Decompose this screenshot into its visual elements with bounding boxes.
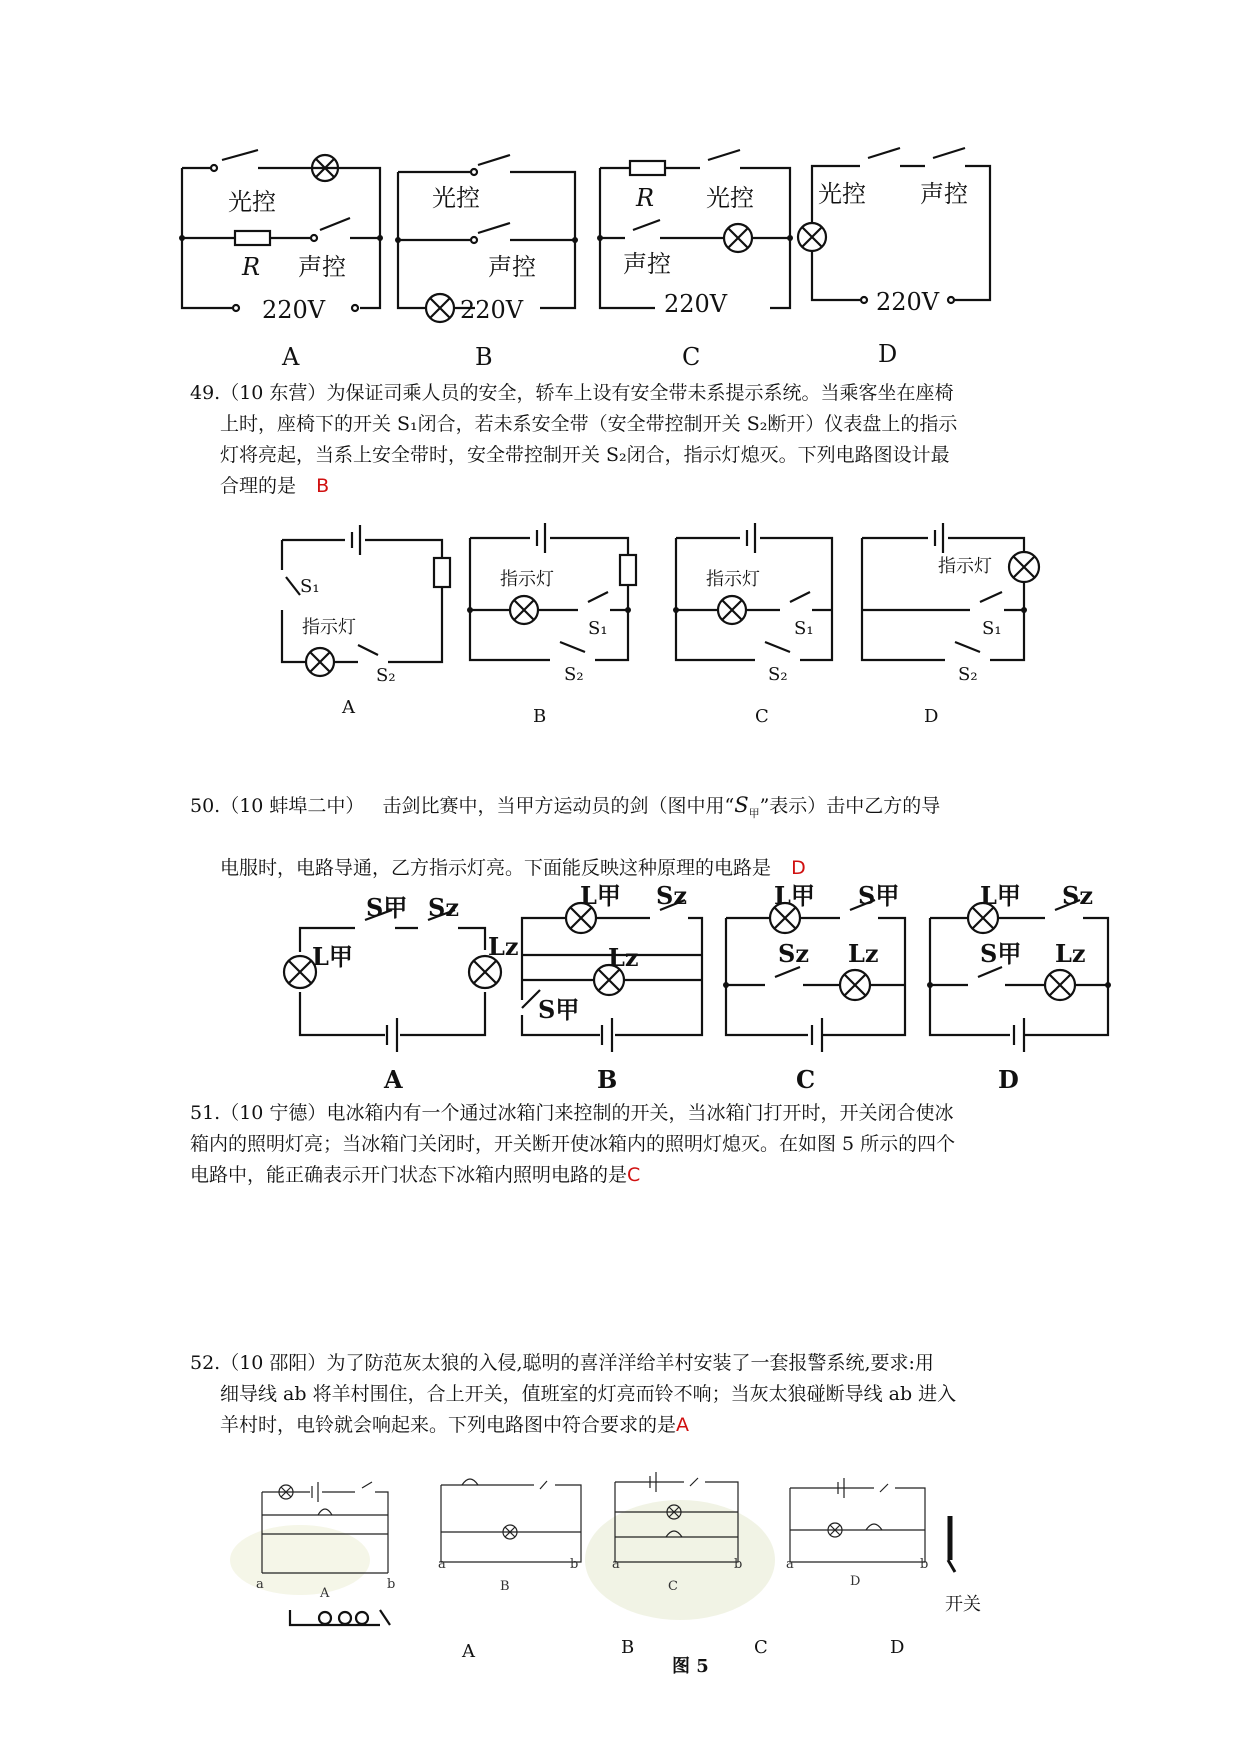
q52d-end-b: b bbox=[920, 1557, 929, 1572]
q52-line-1 bbox=[190, 1348, 1070, 1379]
q52-line-3 bbox=[190, 1410, 1070, 1441]
q50-answer: D bbox=[791, 856, 806, 879]
q50-line-1 bbox=[190, 778, 1070, 841]
q50-source: （10 蚌埠二中） bbox=[220, 795, 365, 817]
q48c-volt-label: 220V bbox=[664, 290, 728, 318]
q52-large-c: C bbox=[754, 1637, 768, 1658]
q50-figure bbox=[0, 880, 1240, 1110]
q48c-light-label: 光控 bbox=[706, 184, 754, 212]
q50a-s-yi: Sz bbox=[428, 893, 459, 922]
q52-partial-switch: 开关 bbox=[945, 1594, 981, 1615]
q51-line-1 bbox=[190, 1098, 1070, 1129]
q50b-l-yi: Lz bbox=[608, 943, 639, 972]
q50b-l-jia: L甲 bbox=[580, 881, 621, 910]
q48-circuit-c bbox=[0, 0, 1240, 380]
q52-large-b: B bbox=[621, 1637, 635, 1658]
q52-number: 52. bbox=[190, 1352, 221, 1374]
q49-number: 49. bbox=[190, 382, 221, 404]
q48a-option: A bbox=[282, 343, 300, 371]
q52-text-line-1: 为了防范灰太狼的入侵,聪明的喜洋洋给羊村安装了一套报警系统,要求:用 bbox=[326, 1352, 934, 1374]
q50d-s-yi: Sz bbox=[1062, 881, 1093, 910]
q48c-r-label: R bbox=[636, 184, 655, 212]
q49-line-4 bbox=[190, 471, 1070, 502]
q51-source: （10 宁德） bbox=[220, 1102, 327, 1124]
q49b-s1: S₁ bbox=[588, 618, 608, 639]
q48c-option: C bbox=[682, 343, 701, 371]
q52c-end-a: a bbox=[612, 1557, 620, 1572]
q50d-option: D bbox=[998, 1065, 1019, 1094]
q52-large-a: A bbox=[462, 1641, 475, 1662]
q49b-lamp: 指示灯 bbox=[500, 569, 554, 590]
q48a-r-label: R bbox=[242, 253, 261, 281]
q52-text-line-3: 羊村时，电铃就会响起来。下列电路图中符合要求的是 bbox=[220, 1414, 677, 1436]
q51-line-2: 箱内的照明灯亮；当冰箱门关闭时，开关断开使冰箱内的照明灯熄灭。在如图 5 所示的四个 bbox=[190, 1133, 956, 1155]
q50a-l-jia: L甲 bbox=[312, 942, 353, 971]
q52a-end-b: b bbox=[387, 1577, 396, 1592]
q48d-option: D bbox=[878, 340, 898, 368]
q48d-light-label: 光控 bbox=[818, 180, 866, 208]
q50d-l-yi: Lz bbox=[1055, 939, 1086, 968]
q51-answer: C bbox=[627, 1164, 641, 1186]
q52-small-d: D bbox=[850, 1574, 861, 1589]
q49-text-line-4: 合理的是 bbox=[220, 475, 297, 497]
q49d-lamp: 指示灯 bbox=[938, 556, 992, 577]
q50c-option: C bbox=[796, 1065, 816, 1094]
q50-text-line-2: 电服时，电路导通，乙方指示灯亮。下面能反映这种原理的电路是 bbox=[220, 856, 772, 879]
q49-figure bbox=[0, 500, 1240, 800]
q50-text-a: 击剑比赛中，当甲方运动员的剑（图中用“ bbox=[382, 795, 735, 817]
q52-small-c: C bbox=[668, 1579, 678, 1594]
q52-line-2: 细导线 ab 将羊村围住，合上开关，值班室的灯亮而铃不响；当灰太狼碰断导线 ab 进入 bbox=[220, 1383, 957, 1405]
q50d-s-jia: S甲 bbox=[980, 939, 1022, 968]
q50a-s-jia: S甲 bbox=[366, 893, 408, 922]
q50-text-b: ”表示）击中乙方的导 bbox=[759, 795, 941, 817]
q50c-s-jia: S甲 bbox=[858, 881, 900, 910]
q51-text bbox=[190, 1098, 1070, 1191]
q52-answer: A bbox=[676, 1414, 690, 1436]
q49c-s2: S₂ bbox=[768, 664, 788, 685]
q51-text-line-3: 电路中，能正确表示开门状态下冰箱内照明电路的是 bbox=[190, 1164, 628, 1186]
q50-symbol: S bbox=[734, 793, 749, 817]
q50c-l-jia: L甲 bbox=[774, 881, 815, 910]
q52-caption: 图 5 bbox=[672, 1656, 709, 1677]
q49-text bbox=[190, 378, 1070, 502]
q50d-l-jia: L甲 bbox=[980, 881, 1021, 910]
q50-symbol-sub: 甲 bbox=[748, 806, 760, 820]
q48a-sound-label: 声控 bbox=[298, 253, 346, 281]
q48d-volt-label: 220V bbox=[876, 288, 940, 316]
q49b-option: B bbox=[533, 706, 547, 727]
q48b-sound-label: 声控 bbox=[488, 253, 536, 281]
q49a-lamp: 指示灯 bbox=[302, 617, 356, 638]
q52-source: （10 邵阳） bbox=[220, 1352, 327, 1374]
q52-figure bbox=[0, 1440, 1240, 1740]
q52-small-b: B bbox=[500, 1579, 510, 1594]
q50b-s-yi: Sz bbox=[656, 881, 687, 910]
q52-text bbox=[190, 1348, 1070, 1441]
q48a-volt-label: 220V bbox=[262, 296, 326, 324]
q49-text-line-1: 为保证司乘人员的安全，轿车上设有安全带未系提示系统。当乘客坐在座椅 bbox=[326, 382, 954, 404]
q52-small-a: A bbox=[320, 1586, 330, 1601]
q52b-end-b: b bbox=[570, 1557, 579, 1572]
q52a-end-a: a bbox=[256, 1577, 264, 1592]
q49b-s2: S₂ bbox=[564, 664, 584, 685]
q48c-sound-label: 声控 bbox=[623, 250, 671, 278]
q49-source: （10 东营） bbox=[220, 382, 327, 404]
q48b-light-label: 光控 bbox=[432, 184, 480, 212]
q49-line-3: 灯将亮起，当系上安全带时，安全带控制开关 S₂闭合，指示灯熄灭。下列电路图设计最 bbox=[220, 444, 950, 466]
q49c-option: C bbox=[755, 706, 769, 727]
q50-number: 50. bbox=[190, 795, 221, 817]
q48b-option: B bbox=[475, 343, 493, 371]
q49a-s1: S₁ bbox=[300, 576, 320, 597]
q52b-end-a: a bbox=[438, 1557, 446, 1572]
q52-large-d: D bbox=[890, 1637, 905, 1658]
q50c-l-yi: Lz bbox=[848, 939, 879, 968]
q52c-end-b: b bbox=[734, 1557, 743, 1572]
q49-line-2: 上时，座椅下的开关 S₁闭合，若未系安全带（安全带控制开关 S₂断开）仪表盘上的指示 bbox=[220, 413, 958, 435]
q50c-s-yi: Sz bbox=[778, 939, 809, 968]
q50a-l-yi: Lz bbox=[488, 932, 519, 961]
q50a-option: A bbox=[384, 1065, 403, 1094]
q51-text-line-1: 电冰箱内有一个通过冰箱门来控制的开关，当冰箱门打开时，开关闭合使冰 bbox=[326, 1102, 954, 1124]
q49-answer: B bbox=[316, 475, 330, 497]
q51-line-3 bbox=[190, 1160, 1070, 1191]
q48b-volt-label: 220V bbox=[460, 296, 524, 324]
q49a-s2: S₂ bbox=[376, 665, 396, 686]
q51-number: 51. bbox=[190, 1102, 221, 1124]
q49c-lamp: 指示灯 bbox=[706, 569, 760, 590]
q48d-sound-label: 声控 bbox=[920, 180, 968, 208]
q50b-s-jia: S甲 bbox=[538, 995, 580, 1024]
q50-text bbox=[190, 778, 1070, 895]
q50b-option: B bbox=[597, 1065, 618, 1094]
q49d-s2: S₂ bbox=[958, 664, 978, 685]
q49a-option: A bbox=[342, 697, 355, 718]
q48a-light-label: 光控 bbox=[228, 188, 276, 216]
q49-line-1 bbox=[190, 378, 1070, 409]
q49d-option: D bbox=[924, 706, 939, 727]
q49c-s1: S₁ bbox=[794, 618, 814, 639]
q49d-s1: S₁ bbox=[982, 618, 1002, 639]
q52d-end-a: a bbox=[786, 1557, 794, 1572]
